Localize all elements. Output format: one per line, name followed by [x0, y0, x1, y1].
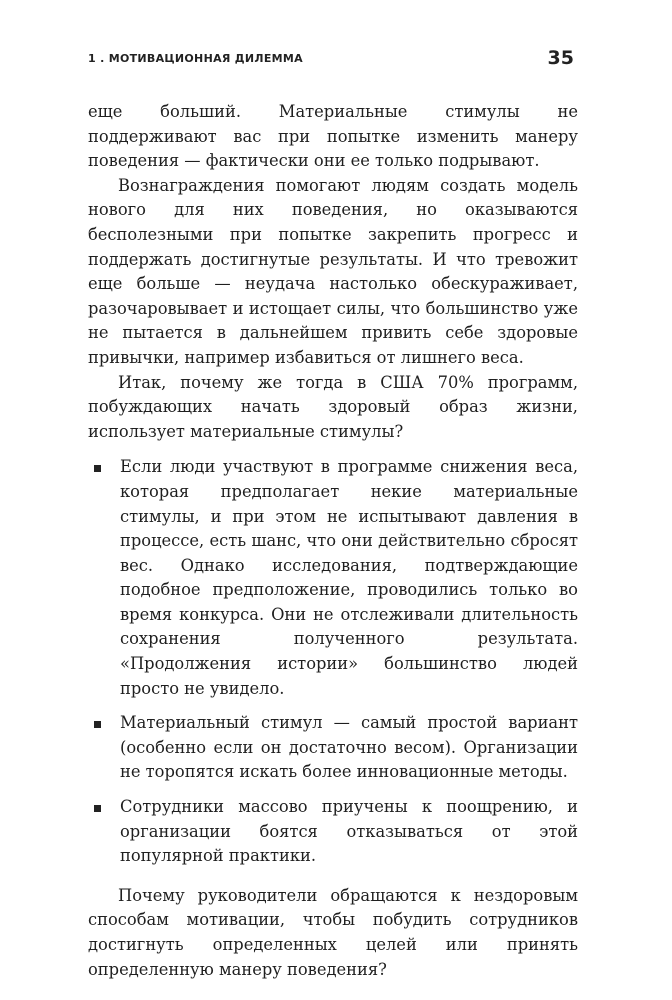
list-item: [88, 795, 578, 869]
bullet-list: [88, 455, 578, 869]
paragraph-continued: еще больший. Материальные стимулы не поддерживают вас при попытке изменить манеру поведения — фактически они ее только подрывают.: [88, 102, 578, 171]
paragraph-rewards: Вознаграждения помогают людям создать модель нового для них поведения, но оказываются бесполезными при попытке закрепить прогресс и поддержать достигнутые результаты. И что тревожит еще больше — неудача настолько обескураживает, разочаровывает и истощает силы, что большинство уже не пытается в дальнейшем привить себе здоровые привычки, например избавиться от лишнего веса.: [88, 175, 578, 367]
page-number: 35: [547, 47, 574, 69]
list-item-text: Если люди участвуют в программе снижения веса, которая предполагает некие материальные стимулы, и при этом не испытывают давления в процессе, есть шанс, что они действительно сбросят вес. Однако исследования, подтверждающие подобное предположение, проводились только во время конкурса. Они не отслеживали длительность сохранения полученного результата. «Продолжения истории» большинство людей просто не увидело.: [120, 457, 578, 698]
square-bullet-icon: [94, 805, 101, 812]
paragraph-question-usa: Итак, почему же тогда в США 70% программ, побуждающих начать здоровый образ жизни, использует материальные стимулы?: [88, 372, 578, 441]
square-bullet-icon: [94, 465, 101, 472]
chapter-running-head: 1 . МОТИВАЦИОННАЯ ДИЛЕММА: [88, 52, 303, 65]
square-bullet-icon: [94, 721, 101, 728]
paragraph-managers-question: Почему руководители обращаются к нездоровым способам мотивации, чтобы побудить сотрудников достигнуть определенных целей или принять определенную манеру поведения?: [88, 885, 578, 979]
list-item-text: Сотрудники массово приучены к поощрению, и организации боятся отказываться от этой популярной практики.: [120, 797, 578, 866]
list-item: [88, 711, 578, 785]
body-text: [88, 100, 578, 982]
list-item: [88, 455, 578, 701]
list-item-text: Материальный стимул — самый простой вариант (особенно если он достаточно весом). Организации не торопятся искать более инновационные методы.: [120, 713, 578, 782]
